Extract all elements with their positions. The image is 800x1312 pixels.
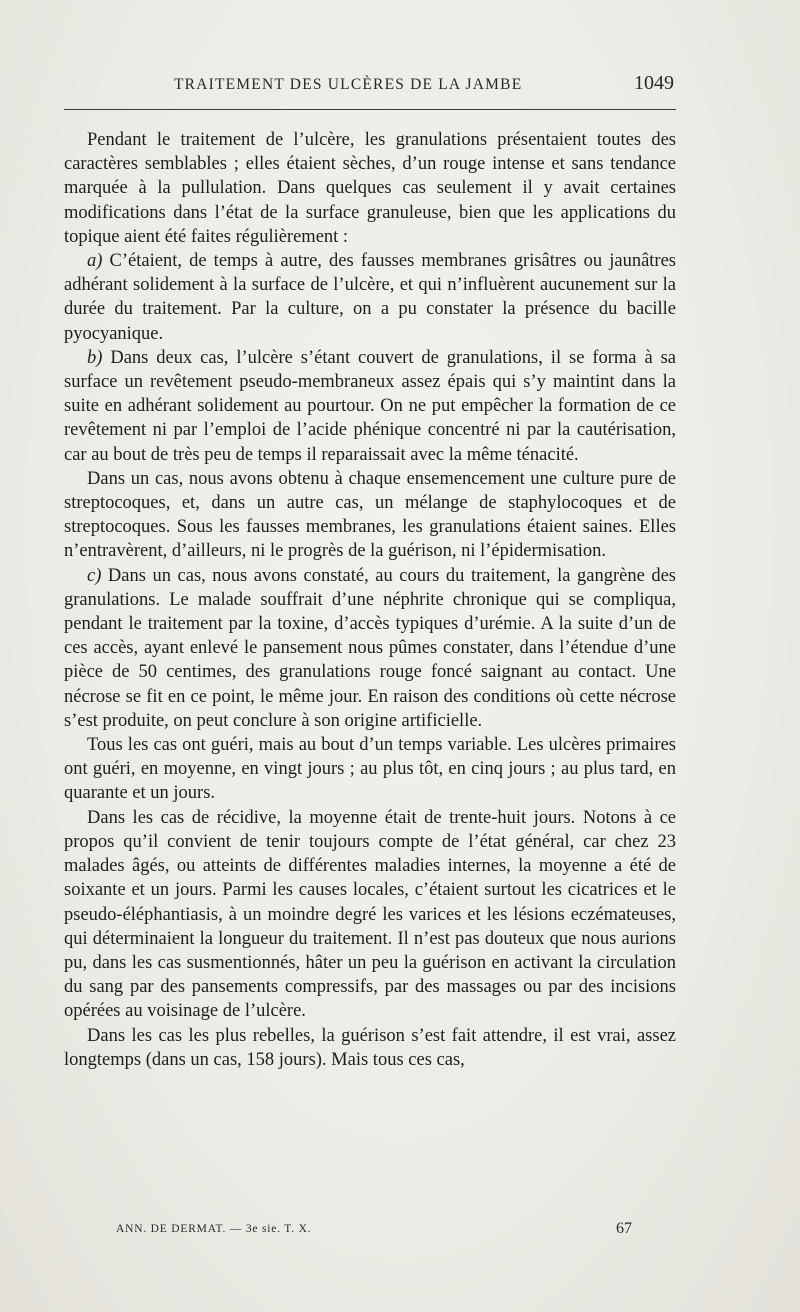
paragraph: Pendant le traitement de l’ulcère, les granulations présentaient toutes des caractères semblables ; elles étaient sèches, d’un rouge intense et sans tendance marquée à la pullulation. Dans quelques cas seulement il y avait certaines modifications dans l’état de la surface granuleuse, bien que les applications du topique aient été faites régulièrement : xyxy=(64,130,676,247)
paragraph: Tous les cas ont guéri, mais au bout d’un temps variable. Les ulcères primaires ont guéri, en moyenne, en vingt jours ; au plus tôt, en cinq jours ; au plus tard, en quarante et un jours. xyxy=(64,735,676,804)
signature-mark: 67 xyxy=(616,1220,632,1237)
paragraph: b) Dans deux cas, l’ulcère s’étant couvert de granulations, il se forma à sa surface un revêtement pseudo-membraneux assez épais qui s’y maintint dans la suite en adhérant solidement au pourtour. On ne put empêcher la formation de ce revêtement ni par l’emploi de l’acide phénique concentré ni par la cautérisation, car au bout de très peu de temps il reparaissait avec la même ténacité. xyxy=(64,347,676,465)
header-rule xyxy=(64,109,676,110)
paragraph: Dans un cas, nous avons obtenu à chaque ensemencement une culture pure de streptocoques, et, dans un autre cas, un mélange de staphylocoques et de streptocoques. Sous les fausses membranes, les granulations étaient saines. Elles n’entravèrent, d’ailleurs, ni le progrès de la guérison, ni l’épidermisation. xyxy=(64,468,676,562)
page-header xyxy=(64,72,678,100)
paragraph: a) C’étaient, de temps à autre, des fausses membranes grisâtres ou jaunâtres adhérant solidement à la surface de l’ulcère, et qui n’influèrent aucunement sur la durée du traitement. Par la culture, on a pu constater la présence du bacille pyocyanique. xyxy=(64,251,676,344)
page-number: 1049 xyxy=(634,72,674,94)
body-text xyxy=(64,128,676,1072)
paragraph: c) Dans un cas, nous avons constaté, au cours du traitement, la gangrène des granulations. Le malade souffrait d’une néphrite chronique qui se compliqua, pendant le traitement par la toxine, d’accès typiques d’urémie. A la suite d’un de ces accès, ayant enlevé le pansement nous pûmes constater, dans l’étendue d’une pièce de 50 centimes, des granulations rouge foncé saignant au contact. Une nécrose se fit en ce point, le même jour. En raison des conditions où cette nécrose s’est produite, on peut conclure à son origine artificielle. xyxy=(64,565,676,731)
running-title: TRAITEMENT DES ULCÈRES DE LA JAMBE xyxy=(174,76,523,93)
paragraph: Dans les cas de récidive, la moyenne était de trente-huit jours. Notons à ce propos qu’il convient de tenir toujours compte de l’état général, car chez 23 malades âgés, ou atteints de différentes maladies internes, la moyenne a été de soixante et un jours. Parmi les causes locales, c’étaient surtout les cicatrices et le pseudo-éléphantiasis, à un moindre degré les varices et les lésions eczémateuses, qui déterminaient la longueur du traitement. Il n’est pas douteux que nous aurions pu, dans les cas susmentionnés, hâter un peu la guérison en activant la circulation du sang par des pansements compressifs, par des massages ou par des incisions opérées au voisinage de l’ulcère. xyxy=(64,807,676,1022)
journal-reference: ANN. DE DERMAT. — 3e sie. T. X. xyxy=(116,1223,312,1235)
paragraph: Dans les cas les plus rebelles, la guérison s’est fait attendre, il est vrai, assez longtemps (dans un cas, 158 jours). Mais tous ces cas, xyxy=(64,1025,676,1070)
page-footer xyxy=(64,1220,676,1242)
